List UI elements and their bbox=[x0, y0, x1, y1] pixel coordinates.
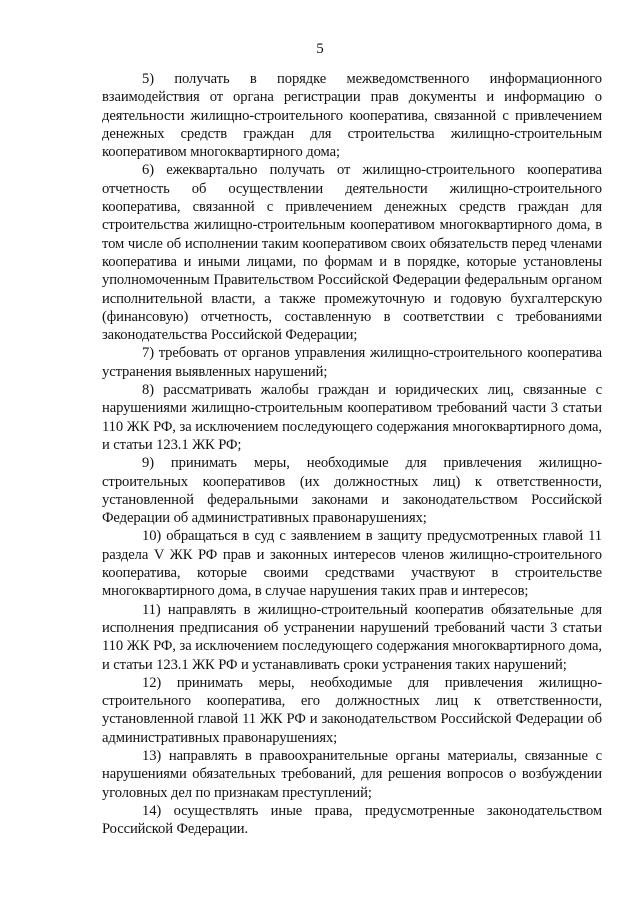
paragraph-item-5: 5) получать в порядке межведомственного информационного взаимодействия от органа регистрации прав документы и информацию о деятельности жилищно-строительного кооператива, связанной с привлечением денежных средств граждан для строительства жилищно-строительным кооперативом многоквартирного дома; bbox=[102, 71, 602, 161]
page-number: 5 bbox=[316, 41, 324, 57]
paragraph-item-8: 8) рассматривать жалобы граждан и юридических лиц, связанные с нарушениями жилищно-строительным кооперативом требований части 3 статьи 110 ЖК РФ, за исключением последующего содержания многоквартирного дома, и статьи 123.1 ЖК РФ; bbox=[102, 382, 602, 453]
paragraph-item-7: 7) требовать от органов управления жилищно-строительного кооператива устранения выявленных нарушений; bbox=[102, 345, 602, 380]
paragraph-item-11: 11) направлять в жилищно-строительный кооператив обязательные для исполнения предписания об устранении нарушений требований части 3 статьи 110 ЖК РФ, за исключением последующего содержания многоквартирного дома, и статьи 123.1 ЖК РФ и устанавливать сроки устранения таких нарушений; bbox=[102, 601, 602, 673]
paragraph-item-13: 13) направлять в правоохранительные органы материалы, связанные с нарушениями обязательных требований, для решения вопросов о возбуждении уголовных дел по признакам преступлений; bbox=[102, 747, 602, 801]
paragraph-item-10: 10) обращаться в суд с заявлением в защиту предусмотренных главой 11 раздела V ЖК РФ прав и законных интересов членов жилищно-строительного кооператива, которые своими средствами участвуют в строительстве многоквартирного дома, в случае нарушения таких прав и интересов; bbox=[102, 528, 602, 600]
paragraph-item-12: 12) принимать меры, необходимые для привлечения жилищно-строительного кооператива, его должностных лиц к ответственности, установленной главой 11 ЖК РФ и законодательством Российской Федерации об административных правонарушениях; bbox=[102, 674, 602, 746]
paragraph-item-9: 9) принимать меры, необходимые для привлечения жилищно-строительных кооперативов (их должностных лиц) к ответственности, установленной федеральными законами и законодательством Российской Федерации об административных правонарушениях; bbox=[102, 455, 602, 527]
document-body bbox=[102, 70, 602, 838]
paragraph-item-6: 6) ежеквартально получать от жилищно-строительного кооператива отчетность об осуществлении деятельности жилищно-строительного кооператива, связанной с привлечением денежных средств граждан для строительства жилищно-строительным кооперативом многоквартирного дома, в том числе об исполнении таким кооперативом своих обязательств перед членами кооператива и иными лицами, по формам и в порядке, которые установлены уполномоченным Правительством Российской Федерации федеральным органом исполнительной власти, а также промежуточную и годовую бухгалтерскую (финансовую) отчетность, составленную в соответствии с требованиями законодательства Российской Федерации; bbox=[102, 162, 602, 344]
paragraph-item-14: 14) осуществлять иные права, предусмотренные законодательством Российской Федерации. bbox=[102, 802, 602, 838]
